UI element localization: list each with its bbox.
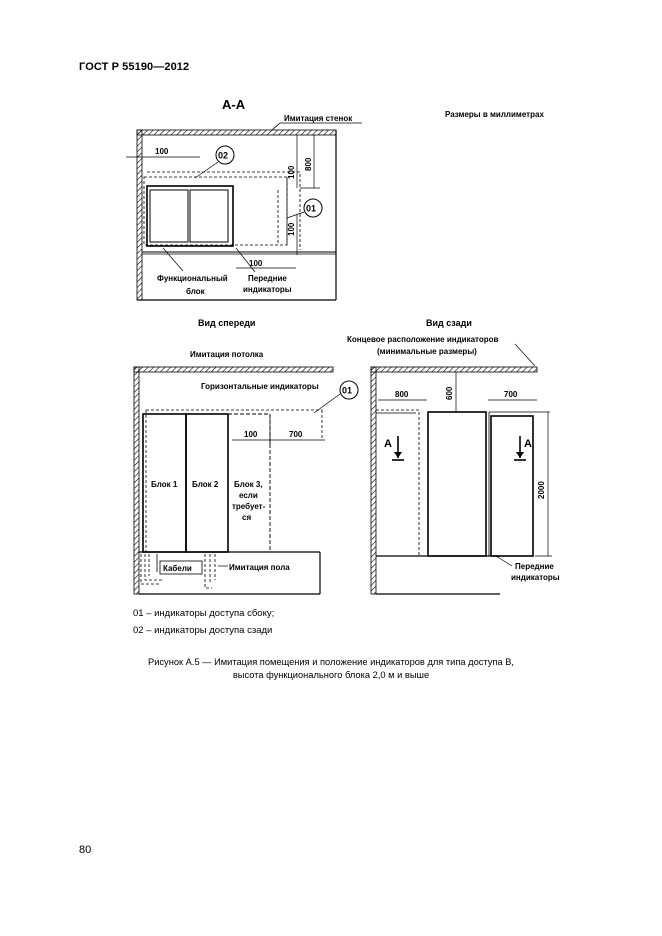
page-number: 80 — [79, 844, 92, 856]
marker-02-label: 02 — [218, 150, 229, 161]
block-1-label: Блок 1 — [151, 480, 178, 489]
dim-100-top: 100 — [155, 147, 169, 156]
block-3-label-3: требует- — [232, 502, 266, 511]
rear-view-title: Вид сзади — [426, 318, 472, 328]
front-indicators-aa-1: Передние — [248, 274, 287, 283]
front-indicators-rear-2: индикаторы — [511, 573, 560, 582]
section-aa-title: А-А — [222, 97, 246, 112]
marker-01-front-label: 01 — [342, 385, 353, 396]
figure-caption-line1: Рисунок А.5 — Имитация помещения и положение индикаторов для типа доступа В, — [148, 657, 514, 667]
end-location-label-1: Концевое расположение индикаторов — [347, 335, 499, 344]
front-indicators-aa-2: индикаторы — [243, 285, 292, 294]
marker-a-left: А — [384, 438, 392, 450]
front-left-wall — [134, 367, 139, 594]
front-view-title: Вид спереди — [198, 318, 256, 328]
marker-01-aa-label: 01 — [306, 203, 317, 214]
dim-100-bottom: 100 — [249, 259, 263, 268]
legend-item-02: 02 – индикаторы доступа сзади — [133, 625, 273, 636]
rear-center-block — [428, 412, 486, 556]
top-wall — [137, 130, 336, 135]
dim-700-front: 700 — [289, 430, 303, 439]
rear-left-wall — [371, 367, 376, 594]
rear-view-drawing — [347, 318, 560, 594]
left-wall — [137, 130, 142, 300]
block-2-label: Блок 2 — [192, 480, 219, 489]
dim-800: 800 — [304, 157, 313, 171]
dim-800-rear: 800 — [395, 390, 409, 399]
ceiling-label: Имитация потолка — [190, 350, 264, 359]
block-3-label-1: Блок 3, — [234, 480, 263, 489]
dim-700-rear: 700 — [504, 390, 518, 399]
dim-100-v2: 100 — [287, 222, 296, 236]
ceiling — [134, 367, 333, 372]
marker-a-right: А — [524, 438, 532, 450]
document-header: ГОСТ Р 55190—2012 — [79, 61, 190, 73]
wall-label: Имитация стенок — [284, 114, 353, 123]
dim-2000-rear: 2000 — [537, 481, 546, 499]
end-location-label-2: (минимальные размеры) — [377, 347, 477, 356]
floor-label: Имитация пола — [229, 563, 290, 572]
block-3-label-4: ся — [242, 513, 252, 522]
dim-100-front: 100 — [244, 430, 258, 439]
figure-caption-line2: высота функционального блока 2,0 м и выше — [232, 670, 430, 680]
legend-item-01: 01 – индикаторы доступа сбоку; — [133, 608, 275, 619]
block-3-label-2: если — [239, 491, 258, 500]
front-view-drawing — [134, 318, 358, 594]
cables-label: Кабели — [163, 564, 192, 573]
horizontal-indicators-label: Горизонтальные индикаторы — [201, 382, 319, 391]
dim-600-rear: 600 — [445, 386, 454, 400]
rear-right-block — [491, 416, 533, 556]
dim-100-v1: 100 — [287, 165, 296, 179]
functional-block-label-1: Функциональный — [157, 274, 228, 283]
front-indicators-rear-1: Передние — [515, 562, 554, 571]
section-aa-drawing — [126, 97, 544, 300]
functional-block-label-2: блок — [186, 287, 205, 296]
units-note: Размеры в миллиметрах — [445, 110, 544, 119]
rear-ceiling — [371, 367, 537, 372]
